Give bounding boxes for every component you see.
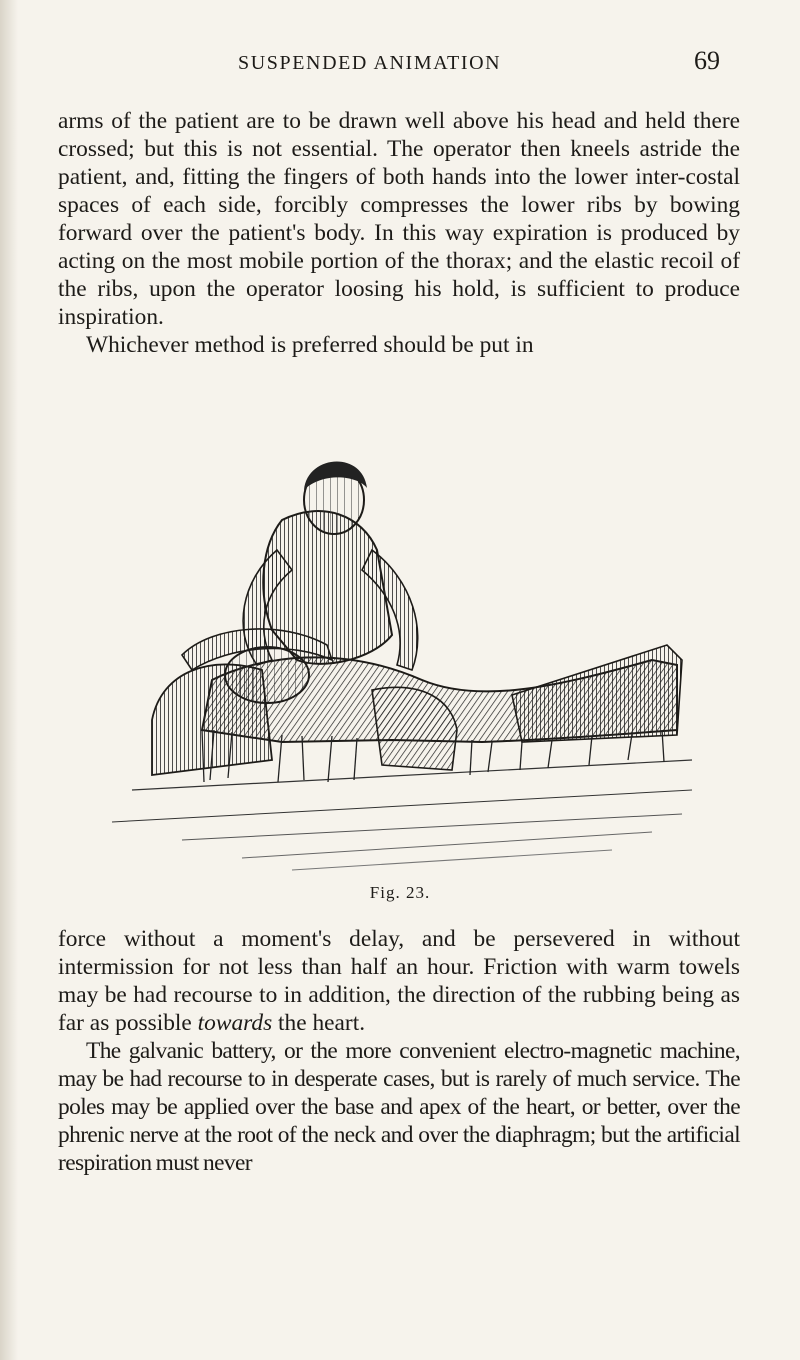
running-head: SUSPENDED ANIMATION — [238, 52, 502, 74]
figure-illustration — [92, 430, 712, 880]
paragraph-3-italic: towards — [197, 1010, 273, 1036]
ground-lines — [112, 760, 692, 870]
paragraph-3-text-a: force without a moment's delay, and be persevered in without intermission for not less than half an hour. Friction with warm towels may be had recourse to in addition, the direction of the rubbing being as far as possible — [58, 926, 740, 1036]
text-block-bottom — [58, 925, 740, 1177]
figure-caption: Fig. 23. — [369, 883, 431, 902]
engraving-operator-kneeling-over-patient — [92, 430, 712, 880]
paragraph-1: arms of the patient are to be drawn well above his head and held there crossed; but this is not essential. The operator then kneels astride the patient, and, fitting the fingers of both hands into the lower inter-costal spaces of each side, forcibly compresses the lower ribs by bowing forward over the patient's body. In this way expiration is produced by acting on the most mobile portion of the thorax; and the elastic recoil of the ribs, upon the operator loosing his hold, is sufficient to produce inspiration. — [58, 108, 740, 330]
patient-legs — [512, 645, 682, 742]
paragraph-2: Whichever method is preferred should be put in — [86, 332, 534, 358]
paragraph-3-text-b: the heart. — [272, 1010, 366, 1036]
page-number: 69 — [694, 46, 720, 75]
paragraph-3 — [58, 925, 740, 1037]
paragraph-4: The galvanic battery, or the more convenient electro-magnetic machine, may be had recourse to in desperate cases, but is rarely of much service. The poles may be applied over the base and apex of the heart, or better, over the phrenic nerve at the root of the neck and over the diaphragm; but the artificial respiration must never — [58, 1038, 740, 1176]
page-header — [180, 46, 720, 82]
text-block-top — [58, 107, 740, 359]
page-edge-shadow — [0, 0, 18, 1360]
